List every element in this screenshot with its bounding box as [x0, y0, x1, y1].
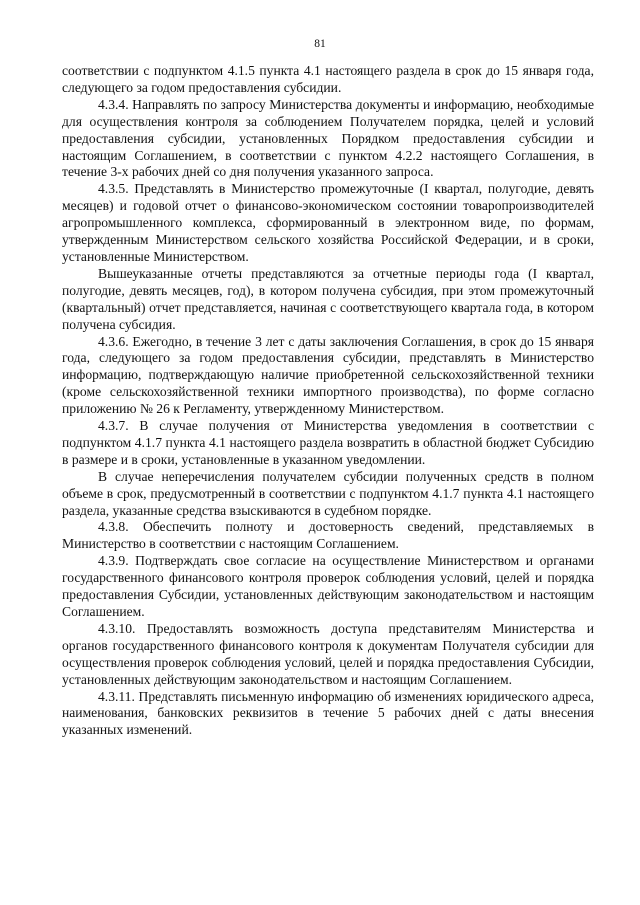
- paragraph-4-3-8: 4.3.8. Обеспечить полноту и достоверность сведений, представляемых в Министерство в соответствии с настоящим Соглашением.: [62, 519, 594, 552]
- paragraph-reports-periods: Вышеуказанные отчеты представляются за отчетные периоды года (I квартал, полугодие, девять месяцев, год), в котором получена субсидия, при этом промежуточный (квартальный) отчет представляется, начиная с соответствующего квартала года, в котором получена субсидия.: [62, 265, 594, 332]
- paragraph-4-3-10: 4.3.10. Предоставлять возможность доступа представителям Министерства и органов государственного финансового контроля к документам Получателя субсидии для осуществления проверок соблюдения условий, целей и порядка предоставления Субсидии, установленных действующим законодательством и настоящим Соглашением.: [62, 620, 594, 687]
- page-number: 81: [314, 38, 326, 50]
- paragraph-4-3-5: 4.3.5. Представлять в Министерство промежуточные (I квартал, полугодие, девять месяцев) и годовой отчет о финансово-экономическом состоянии товаропроизводителей агропромышленного комплекса, сформированный в электронном виде, по формам, утвержденным Министерством сельского хозяйства Российской Федерации, и в сроки, установленные Министерством.: [62, 181, 594, 264]
- paragraph-4-3-6: 4.3.6. Ежегодно, в течение 3 лет с даты заключения Соглашения, в срок до 15 января года, следующего за годом предоставления субсидии, представлять в Министерство информацию, подтверждающую наличие приобретенной сельскохозяйственной техники (кроме сельскохозяйственной техники импортного производства), по форме согласно приложению № 26 к Регламенту, утвержденному Министерством.: [62, 333, 594, 417]
- paragraph-4-3-4: 4.3.4. Направлять по запросу Министерства документы и информацию, необходимые для осуществления контроля за соблюдением Получателем порядка, целей и условий предоставления субсидии, установленных Порядком предоставления субсидии и настоящим Соглашением, в соответствии с пунктом 4.2.2 настоящего Соглашения, в течение 3-х рабочих дней со дня получения указанного запроса.: [62, 96, 594, 180]
- paragraph-continuation: соответствии с подпунктом 4.1.5 пункта 4.1 настоящего раздела в срок до 15 января года, следующего за годом предоставления субсидии.: [62, 63, 594, 95]
- paragraph-4-3-7: 4.3.7. В случае получения от Министерства уведомления в соответствии с подпунктом 4.1.7 пункта 4.1 настоящего раздела возвратить в областной бюджет Субсидию в размере и в сроки, установленные в указанном уведомлении.: [62, 418, 594, 467]
- paragraph-4-3-11: 4.3.11. Представлять письменную информацию об изменениях юридического адреса, наименования, банковских реквизитов в течение 5 рабочих дней с даты внесения указанных изменений.: [62, 688, 594, 738]
- paragraph-4-3-9: 4.3.9. Подтверждать свое согласие на осуществление Министерством и органами государственного финансового контроля проверок соблюдения условий, целей и порядка предоставления Субсидии, установленных действующим законодательством и настоящим Соглашением.: [62, 553, 594, 619]
- paragraph-non-transfer: В случае неперечисления получателем субсидии полученных средств в полном объеме в срок, предусмотренный в соответствии с подпунктом 4.1.7 пункта 4.1 настоящего раздела, указанные средства взыскиваются в судебном порядке.: [62, 468, 594, 518]
- document-body: [62, 63, 594, 739]
